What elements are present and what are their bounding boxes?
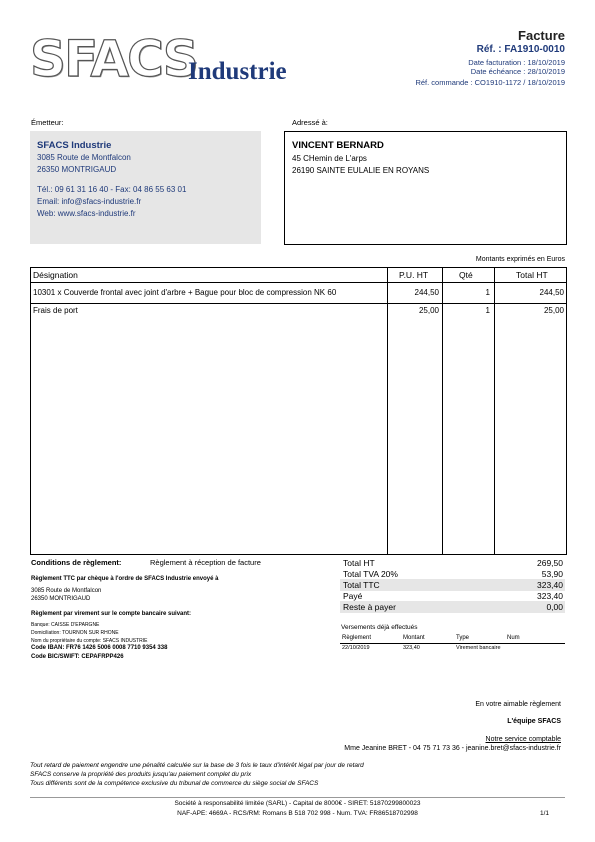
closing-team: L'équipe SFACS [507, 718, 561, 725]
issuer-name: SFACS Industrie [37, 140, 112, 151]
accounting-service: Notre service comptable [485, 736, 561, 743]
payment-row [340, 645, 565, 652]
line-quantity: 1 [485, 288, 490, 297]
payment-terms-value: Règlement à réception de facture [150, 558, 261, 567]
totals-label: Reste à payer [343, 602, 396, 612]
totals-value: 323,40 [537, 580, 563, 590]
bic-code: Code BIC/SWIFT: CEPAFRPP426 [31, 654, 124, 660]
bank-domiciliation: Domiciliation: TOURNON SUR RHONE [31, 630, 119, 636]
company-logo: SFACS [30, 30, 197, 88]
totals-label: Payé [343, 591, 363, 601]
header-total: Total HT [516, 270, 548, 280]
payment-date: 22/10/2019 [342, 645, 370, 651]
column-divider [494, 268, 495, 554]
iban-code: Code IBAN: FR76 1426 5006 0008 7710 9354 338 [31, 645, 168, 651]
line-total: 244,50 [539, 288, 564, 297]
table-header-divider [31, 282, 566, 283]
legal-jurisdiction: Tous différents sont de la compétence exclusive du tribunal de commerce du siège social de SFACS [30, 780, 319, 787]
closing-greeting: En votre aimable règlement [475, 701, 561, 708]
recipient-address-line2: 26190 SAINTE EULALIE EN ROYANS [292, 166, 430, 175]
column-divider [442, 268, 443, 554]
issuer-address-line2: 26350 MONTRIGAUD [37, 165, 117, 174]
payments-header-montant: Montant [403, 635, 425, 641]
totals-value: 0,00 [546, 602, 563, 612]
totals-label: Total TVA 20% [343, 569, 398, 579]
header-designation: Désignation [33, 270, 78, 280]
issuer-phone: Tél.: 09 61 31 16 40 - Fax: 04 86 55 63 01 [37, 185, 187, 194]
payments-header-num: Num [507, 635, 520, 641]
recipient-name: VINCENT BERNARD [292, 140, 384, 151]
footer-divider [30, 797, 565, 798]
invoice-date: Date facturation : 18/10/2019 [468, 58, 565, 67]
line-designation: 10301 x Couverde frontal avec joint d'arbre + Bague pour bloc de compression NK 60 [33, 288, 337, 297]
payments-header-type: Type [456, 635, 470, 641]
page-number: 1/1 [539, 810, 549, 817]
currency-note: Montants exprimés en Euros [475, 256, 565, 263]
totals-value: 53,90 [541, 569, 563, 579]
bank-name: Banque: CAISSE D'EPARGNE [31, 622, 100, 628]
payment-terms-label: Conditions de règlement: [31, 558, 122, 567]
issuer-website: Web: www.sfacs-industrie.fr [37, 209, 136, 218]
cheque-address-line2: 26350 MONTRIGAUD [31, 596, 91, 602]
payment-amount: 323,40 [403, 645, 420, 651]
invoice-lines-table [30, 267, 567, 555]
legal-ownership: SFACS conserve la propriété des produits jusqu'au paiement complet du prix [30, 771, 252, 778]
line-designation: Frais de port [33, 306, 78, 315]
totals-value: 323,40 [537, 591, 563, 601]
issuer-email: Email: info@sfacs-industrie.fr [37, 197, 142, 206]
invoice-reference: Réf. : FA1910-0010 [476, 44, 565, 55]
payment-type: Virement bancaire [456, 645, 501, 651]
line-quantity: 1 [485, 306, 490, 315]
legal-late-payment: Tout retard de paiement engendre une pénalité calculée sur la base de 3 fois le taux d'intérêt légal par jour de retard [30, 762, 364, 769]
table-row-divider [31, 303, 566, 304]
column-divider [387, 268, 388, 554]
footer-company-info: Société à responsabilité limitée (SARL) - Capital de 8000€ - SIRET: 51870299800023 [174, 800, 421, 807]
line-total: 25,00 [543, 306, 564, 315]
totals-label: Total TTC [343, 580, 380, 590]
issuer-label: Émetteur: [31, 118, 64, 127]
recipient-box [284, 131, 567, 245]
header-unit-price: P.U. HT [399, 270, 429, 280]
transfer-instructions: Règlement par virement sur le compte bancaire suivant: [31, 611, 192, 617]
footer-registration: NAF-APE: 4669A - RCS/RM: Romans B 518 702 998 - Num. TVA: FR86518702998 [177, 810, 418, 817]
totals-value: 269,50 [537, 558, 563, 568]
payments-header [340, 635, 565, 644]
account-holder: Nom du propriétaire du compte: SFACS INDUSTRIE [31, 638, 148, 644]
totals-label: Total HT [343, 558, 375, 568]
header-quantity: Qté [459, 270, 473, 280]
company-logo-subtitle: Industrie [188, 58, 287, 85]
document-title: Facture [518, 28, 565, 43]
cheque-address-line1: 3085 Route de Montfalcon [31, 588, 102, 594]
issuer-address-line1: 3085 Route de Montfalcon [37, 153, 131, 162]
payments-header-reglement: Règlement [342, 635, 372, 641]
due-date: Date échéance : 28/10/2019 [470, 67, 565, 76]
line-unit-price: 25,00 [418, 306, 439, 315]
totals-row [340, 601, 565, 613]
order-reference: Réf. commande : CO1910-1172 / 18/10/2019 [415, 78, 565, 87]
cheque-instructions: Règlement TTC par chèque à l'ordre de SFACS Industrie envoyé à [31, 576, 219, 582]
line-unit-price: 244,50 [414, 288, 439, 297]
issuer-box [30, 131, 261, 244]
payments-title: Versements déjà effectués [341, 624, 418, 631]
recipient-label: Adressé à: [292, 118, 328, 127]
recipient-address-line1: 45 CHemin de L'arps [292, 154, 367, 163]
accounting-contact: Mme Jeanine BRET - 04 75 71 73 36 - jeanine.bret@sfacs-industrie.fr [344, 745, 561, 752]
